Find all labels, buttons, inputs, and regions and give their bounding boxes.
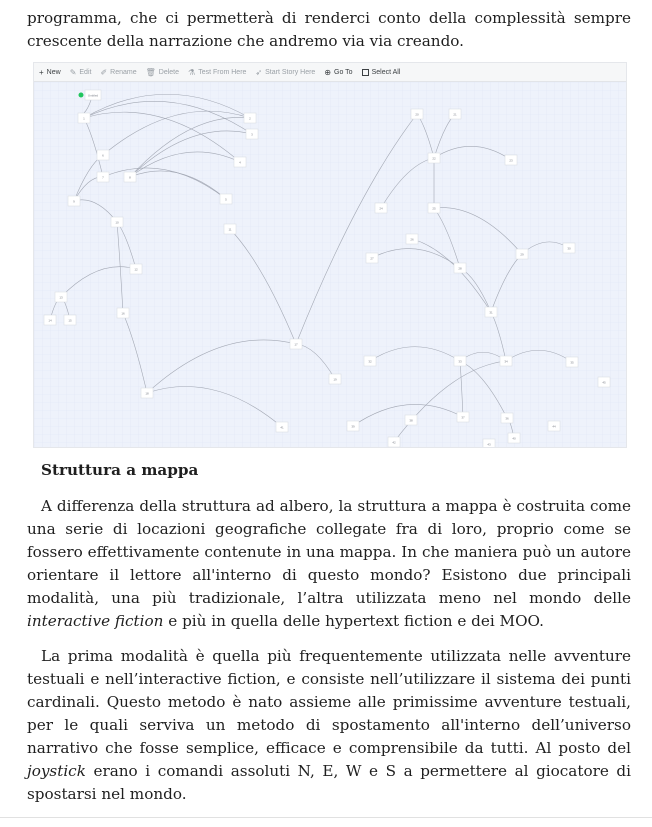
passage-name: 20	[415, 112, 419, 117]
passage-name: 17	[294, 342, 298, 347]
start-marker-icon	[79, 93, 84, 98]
passage-name: 27	[370, 256, 374, 261]
body-paragraph-1: A differenza della struttura ad albero, la struttura a mappa è costruita come una serie di locazioni geografiche collegate fra di loro, proprio come se fossero effettivamente contenute in una mappa. In che maniera può un autore orientare il lettore all'interno di questo mondo? Esistono due principali modalità, una più tradizionale, l’altra utilizzata meno nel mondo delle interactive fiction e più in quella delle hypertext fiction e dei MOO.	[27, 497, 631, 630]
passage-name: 19	[333, 377, 337, 382]
passage-name: 31	[489, 310, 493, 315]
start-story-here-button[interactable]: ➶ Start Story Here	[255, 67, 316, 77]
passage-name: 32	[368, 359, 372, 364]
section-heading: Struttura a mappa	[41, 461, 199, 479]
passage-name: 15	[68, 318, 72, 323]
passage-name: 45	[602, 380, 606, 385]
passage-name: 4	[239, 160, 241, 165]
new-button[interactable]: + New	[39, 67, 61, 77]
passage-name: 7	[102, 175, 104, 180]
story-map-toolbar	[34, 63, 626, 82]
passage-name: 18	[145, 391, 149, 396]
passage-name: 16	[121, 311, 125, 316]
passage-name: 2	[249, 116, 251, 121]
page-bottom-rule	[0, 817, 652, 818]
passage-name: 37	[461, 415, 465, 420]
passage-name: 44	[552, 424, 556, 429]
edit-button[interactable]: ✎ Edit	[69, 67, 92, 77]
rename-icon: ✐	[100, 67, 108, 77]
passage-name: 26	[410, 237, 414, 242]
test-from-here-button[interactable]: ⚗ Test From Here	[188, 67, 247, 77]
plus-icon: +	[39, 67, 44, 77]
passage-name: 33	[458, 359, 462, 364]
passage-name: 40	[512, 436, 516, 441]
passage-name: 41	[280, 425, 284, 430]
passage-name: 11	[228, 227, 232, 232]
go-to-button[interactable]: ⊕ Go To	[324, 67, 353, 77]
passage-name: 5	[225, 197, 227, 202]
intro-paragraph: programma, che ci permetterà di renderci conto della complessità sempre crescente della narrazione che andremo via via creando.	[27, 9, 631, 50]
passage-name: 12	[134, 267, 138, 272]
target-icon: ⊕	[324, 67, 332, 77]
twine-story-map-screenshot	[33, 62, 627, 448]
passage-name: 38	[409, 418, 413, 423]
rocket-icon: ➶	[255, 67, 263, 77]
passage-name: 28	[458, 266, 462, 271]
beaker-icon: ⚗	[188, 67, 196, 77]
passage-name: 24	[379, 206, 383, 211]
passage-name: 10	[115, 220, 119, 225]
story-map-canvas[interactable]	[34, 82, 626, 447]
pencil-icon: ✎	[69, 67, 77, 77]
trash-icon: 🗑	[145, 67, 156, 77]
passage-name: 35	[570, 360, 574, 365]
passage-name: 6	[102, 153, 104, 158]
passage-name: 13	[59, 295, 63, 300]
passage-name: 25	[432, 206, 436, 211]
passage-name: 3	[251, 132, 253, 137]
passage-name: 36	[505, 416, 509, 421]
passage-name: 9	[73, 199, 75, 204]
body-paragraph-2: La prima modalità è quella più frequentemente utilizzata nelle avventure testuali e nell’interactive fiction, e consiste nell’utilizzare il sistema dei punti cardinali. Questo metodo è nato assieme alle primissime avventure testuali, per le quali serviva un metodo di spostamento all'interno dell’universo narrativo che fosse semplice, efficace e comprensibile da tutti. Al posto del joystick erano i comandi assoluti N, E, W e S a permettere al giocatore di spostarsi nel mondo.	[27, 647, 631, 803]
passage-name: 34	[504, 359, 508, 364]
passage-name: 30	[567, 246, 571, 251]
passage-name: 29	[520, 252, 524, 257]
passage-name: 1	[83, 116, 85, 121]
passage-name: 22	[432, 156, 436, 161]
passage-name: 39	[351, 424, 355, 429]
passage-name: 21	[453, 112, 457, 117]
checkbox-icon	[362, 69, 369, 76]
passage-name: 23	[509, 158, 513, 163]
passage-name: 42	[392, 440, 396, 445]
passage-name: 14	[48, 318, 52, 323]
rename-button[interactable]: ✐ Rename	[100, 67, 137, 77]
passage-name: 8	[129, 175, 131, 180]
start-passage-name: Untitled	[87, 93, 99, 98]
delete-button[interactable]: 🗑 Delete	[145, 67, 180, 77]
passage-name: 43	[487, 442, 491, 447]
select-all-button[interactable]: Select All	[362, 69, 401, 76]
